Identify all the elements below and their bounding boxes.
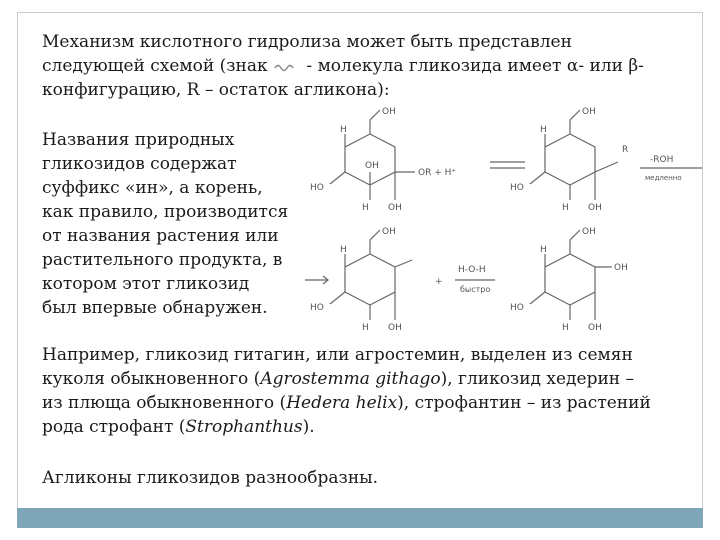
hydrolysis-scheme bbox=[300, 102, 705, 337]
h-label: H bbox=[362, 323, 369, 333]
ho-label: HO bbox=[510, 303, 524, 313]
intro-line-1: Механизм кислотного гидролиза может быть представлен bbox=[42, 32, 572, 52]
oh-label: OH bbox=[382, 227, 396, 237]
oh-label: OH bbox=[382, 107, 396, 117]
side-line: от названия растения или bbox=[42, 226, 279, 246]
oh-label: OH bbox=[582, 107, 596, 117]
intro-line-2: следующей схемой (знак - молекула гликозида имеет α- или β- bbox=[42, 56, 644, 76]
example-line-2: куколя обыкновенного (Agrostemma githago), гликозид хедерин – bbox=[42, 369, 635, 389]
footer-bar bbox=[17, 508, 703, 528]
latin-name: Strophanthus bbox=[185, 417, 303, 437]
latin-name: Agrostemma githago bbox=[260, 369, 441, 389]
side-line: Названия природных bbox=[42, 130, 235, 150]
h-label: H bbox=[562, 323, 569, 333]
latin-name: Hedera helix bbox=[286, 393, 398, 413]
side-line: растительного продукта, в bbox=[42, 250, 283, 270]
oh-label: OH bbox=[365, 161, 379, 171]
oh-label: OH bbox=[588, 203, 602, 213]
ho-label: HO bbox=[510, 183, 524, 193]
ho-label: HO bbox=[310, 303, 324, 313]
side-paragraph bbox=[42, 128, 288, 320]
h-label: H bbox=[340, 245, 347, 255]
intro-line-3: конфигурацию, R – остаток агликона): bbox=[42, 80, 390, 100]
plus-label: + bbox=[435, 277, 443, 287]
h-label: H bbox=[540, 245, 547, 255]
slow-label: медленно bbox=[645, 174, 682, 182]
intro-paragraph bbox=[42, 30, 644, 102]
example-paragraph bbox=[42, 343, 651, 439]
or-plus-label: OR + H⁺ bbox=[418, 168, 457, 178]
oh-label: OH bbox=[388, 203, 402, 213]
oh-label: OH bbox=[588, 323, 602, 333]
ho-label: HO bbox=[310, 183, 324, 193]
side-line: гликозидов содержат bbox=[42, 154, 237, 174]
example-line-3: из плюща обыкновенного (Hedera helix), строфантин – из растений bbox=[42, 393, 651, 413]
side-line: суффикс «ин», а корень, bbox=[42, 178, 263, 198]
side-line: котором этот гликозид bbox=[42, 274, 250, 294]
example-line-4: рода строфант (Strophanthus). bbox=[42, 417, 315, 437]
fast-label: быстро bbox=[460, 285, 491, 294]
wavy-bond-icon bbox=[273, 60, 301, 74]
oh-label: OH bbox=[388, 323, 402, 333]
h-label: H bbox=[562, 203, 569, 213]
h-label: H bbox=[540, 125, 547, 135]
side-line: был впервые обнаружен. bbox=[42, 298, 268, 318]
h-label: H bbox=[340, 125, 347, 135]
example-line-1: Например, гликозид гитагин, или агростемин, выделен из семян bbox=[42, 345, 633, 365]
r-label: R bbox=[622, 145, 629, 155]
oh-label: OH bbox=[582, 227, 596, 237]
aglycones-line: Агликоны гликозидов разнообразны. bbox=[42, 468, 379, 488]
h-label: H bbox=[362, 203, 369, 213]
side-line: как правило, производится bbox=[42, 202, 289, 222]
minus-roh-label: -ROH bbox=[650, 155, 674, 165]
water-label: H-O-H bbox=[458, 265, 486, 275]
oh-label: OH bbox=[614, 263, 628, 273]
